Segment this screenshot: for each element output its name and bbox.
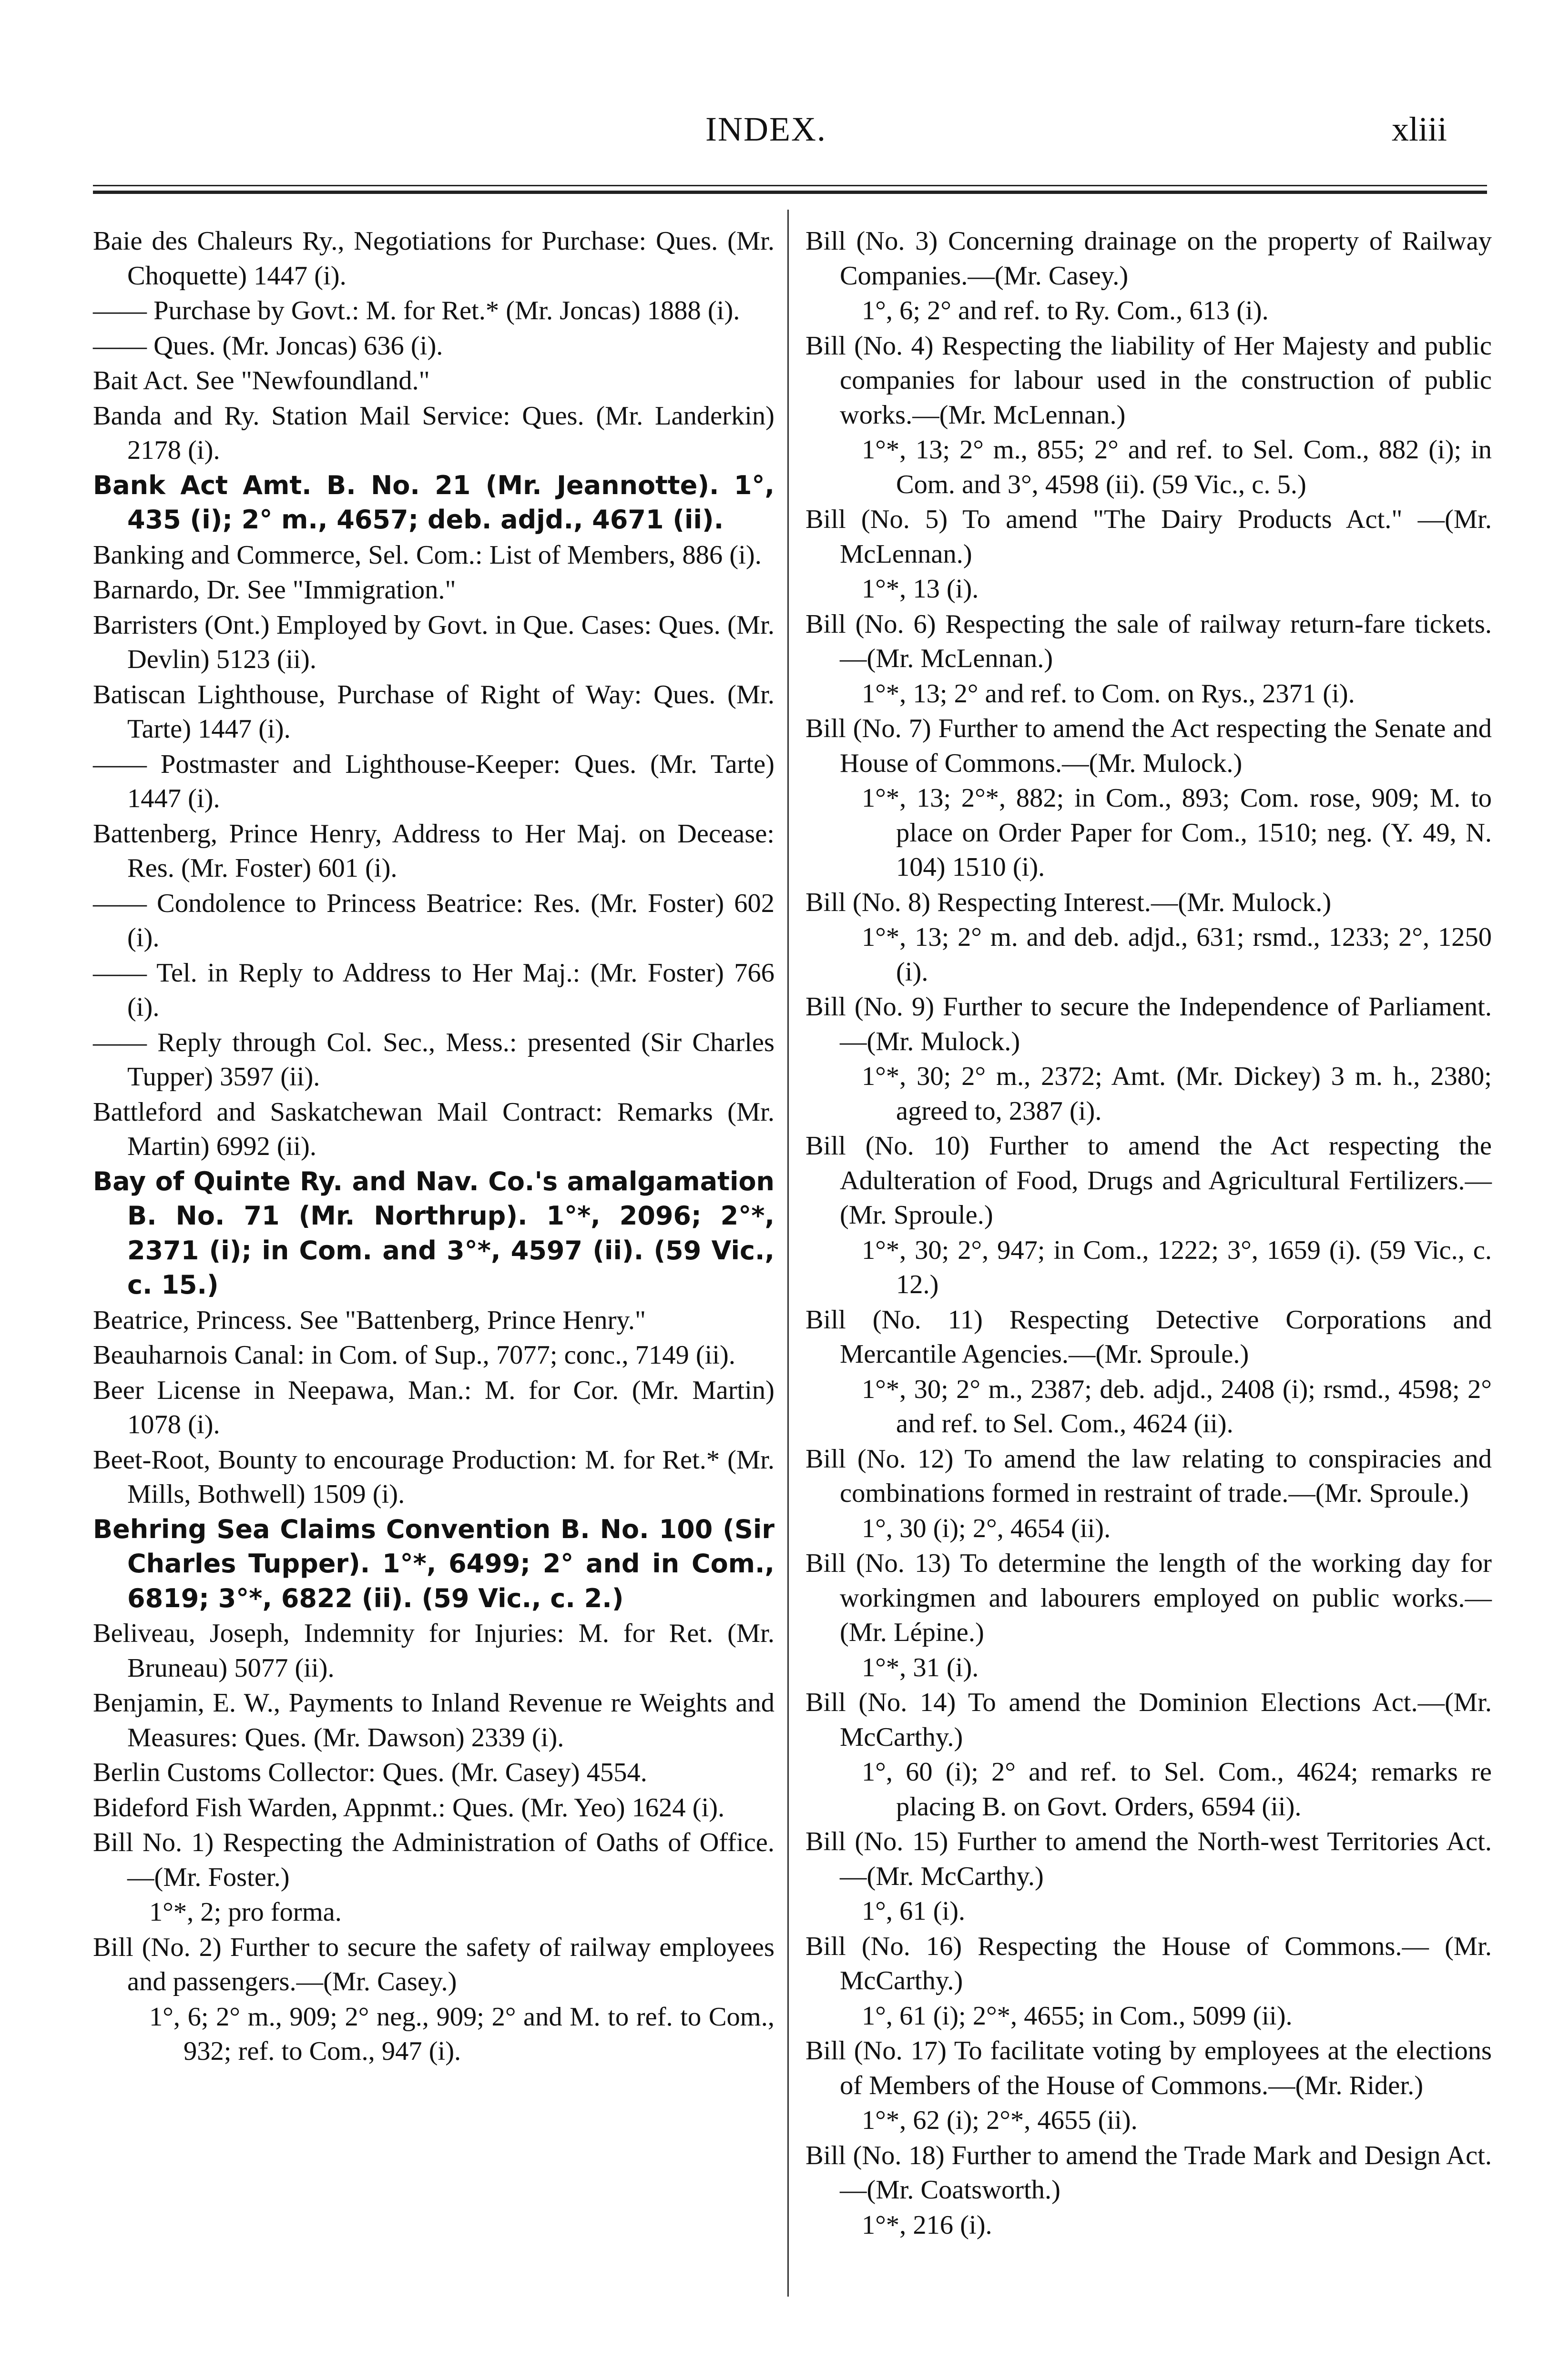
right-column [805, 224, 1492, 2243]
index-entry: Bill (No. 16) Respecting the House of Commons.— (Mr. McCarthy.) [805, 1931, 1492, 1995]
index-entry: Bill (No. 18) Further to amend the Trade Mark and Design Act.—(Mr. Coatsworth.) [805, 2140, 1492, 2205]
index-entry: Bill (No. 9) Further to secure the Independence of Parliament.—(Mr. Mulock.) [805, 992, 1492, 1056]
index-entry: Beauharnois Canal: in Com. of Sup., 7077; conc., 7149 (ii). [93, 1340, 735, 1370]
index-entry: Baie des Chaleurs Ry., Negotiations for Purchase: Ques. (Mr. Choquette) 1447 (i). [93, 226, 774, 291]
index-entry: 1°*, 30; 2° m., 2372; Amt. (Mr. Dickey) 3 m. h., 2380; agreed to, 2387 (i). [862, 1062, 1492, 1126]
index-entry: Bideford Fish Warden, Appnmt.: Ques. (Mr. Yeo) 1624 (i). [93, 1793, 725, 1823]
index-entry: Bill (No. 12) To amend the law relating to conspiracies and combinations formed in restraint of trade.—(Mr. Sproule.) [805, 1444, 1492, 1508]
index-entry: 1°, 6; 2° and ref. to Ry. Com., 613 (i). [862, 296, 1269, 325]
index-entry: 1°, 6; 2° m., 909; 2° neg., 909; 2° and M. to ref. to Com., 932; ref. to Com., 947 (i). [149, 2002, 774, 2066]
index-entry: —— Tel. in Reply to Address to Her Maj.: (Mr. Foster) 766 (i). [93, 958, 774, 1022]
index-entry: 1°, 61 (i); 2°*, 4655; in Com., 5099 (ii). [862, 2001, 1293, 2031]
index-entry: Behring Sea Claims Convention B. No. 100 (Sir Charles Tupper). 1°*, 6499; 2° and in Com., 6819; 3°*, 6822 (ii). (59 Vic., c. 2.) [93, 1514, 774, 1613]
index-entry: 1°*, 30; 2°, 947; in Com., 1222; 3°, 1659 (i). (59 Vic., c. 12.) [862, 1235, 1492, 1299]
index-entry: Bill (No. 11) Respecting Detective Corporations and Mercantile Agencies.—(Mr. Sproule.) [805, 1305, 1492, 1369]
index-entry: 1°, 60 (i); 2° and ref. to Sel. Com., 4624; remarks re placing B. on Govt. Orders, 6594 (ii). [862, 1757, 1492, 1822]
header-rule-thick [93, 191, 1487, 194]
index-entry: Bill (No. 13) To determine the length of the working day for workingmen and labourers employed on public works.—(Mr. Lépine.) [805, 1549, 1492, 1647]
index-entry: Bill (No. 7) Further to amend the Act respecting the Senate and House of Commons.—(Mr. Mulock.) [805, 714, 1492, 778]
index-entry: Bill (No. 8) Respecting Interest.—(Mr. Mulock.) [805, 887, 1332, 917]
column-divider [787, 210, 789, 2297]
index-entry: Bill (No. 10) Further to amend the Act respecting the Adulteration of Food, Drugs and Agricultural Fertilizers.—(Mr. Sproule.) [805, 1131, 1492, 1230]
header-rule-thin [93, 185, 1487, 186]
index-entry: Bill (No. 2) Further to secure the safety of railway employees and passengers.—(Mr. Casey.) [93, 1932, 774, 1996]
index-entry: Bill (No. 15) Further to amend the North-west Territories Act.—(Mr. McCarthy.) [805, 1827, 1492, 1891]
index-entry: Battenberg, Prince Henry, Address to Her Maj. on Decease: Res. (Mr. Foster) 601 (i). [93, 819, 774, 883]
index-entry: Batiscan Lighthouse, Purchase of Right of Way: Ques. (Mr. Tarte) 1447 (i). [93, 679, 774, 744]
index-entry: —— Ques. (Mr. Joncas) 636 (i). [93, 331, 443, 361]
page-header [0, 105, 1559, 162]
index-entry: Beliveau, Joseph, Indemnity for Injuries: M. for Ret. (Mr. Bruneau) 5077 (ii). [93, 1619, 774, 1683]
index-entry: —— Condolence to Princess Beatrice: Res. (Mr. Foster) 602 (i). [93, 888, 774, 952]
index-entry: Bill No. 1) Respecting the Administration of Oaths of Office.—(Mr. Foster.) [93, 1828, 774, 1892]
index-entry: Battleford and Saskatchewan Mail Contract: Remarks (Mr. Martin) 6992 (ii). [93, 1097, 774, 1161]
index-entry: 1°*, 216 (i). [862, 2210, 992, 2240]
index-entry: 1°, 61 (i). [862, 1896, 966, 1926]
index-entry: Banking and Commerce, Sel. Com.: List of Members, 886 (i). [93, 540, 762, 570]
index-entry: 1°*, 2; pro forma. [149, 1897, 342, 1927]
index-entry: Bait Act. See "Newfoundland." [93, 366, 430, 395]
left-column [93, 224, 774, 2069]
index-entry: 1°*, 13; 2° m. and deb. adjd., 631; rsmd., 1233; 2°, 1250 (i). [862, 922, 1492, 987]
index-entry: Berlin Customs Collector: Ques. (Mr. Casey) 4554. [93, 1758, 647, 1787]
index-entry: Barristers (Ont.) Employed by Govt. in Que. Cases: Ques. (Mr. Devlin) 5123 (ii). [93, 610, 774, 674]
index-entry: 1°*, 62 (i); 2°*, 4655 (ii). [862, 2106, 1138, 2135]
page-title: INDEX. [705, 110, 826, 148]
index-entry: 1°*, 13; 2°*, 882; in Com., 893; Com. rose, 909; M. to place on Order Paper for Com., 1510; neg. (Y. 49, N. 104) 1510 (i). [862, 783, 1492, 882]
index-entry: 1°, 30 (i); 2°, 4654 (ii). [862, 1513, 1111, 1543]
index-entry: Beer License in Neepawa, Man.: M. for Cor. (Mr. Martin) 1078 (i). [93, 1375, 774, 1439]
index-entry: Bill (No. 4) Respecting the liability of Her Majesty and public companies for labour used in the construction of public works.—(Mr. McLennan.) [805, 331, 1492, 430]
index-entry: Bill (No. 6) Respecting the sale of railway return-fare tickets.—(Mr. McLennan.) [805, 609, 1492, 673]
index-entry: Bill (No. 3) Concerning drainage on the property of Railway Companies.—(Mr. Casey.) [805, 226, 1492, 291]
index-entry: Bay of Quinte Ry. and Nav. Co.'s amalgamation B. No. 71 (Mr. Northrup). 1°*, 2096; 2°*, 2371 (i); in Com. and 3°*, 4597 (ii). (59 Vic., c. 15.) [93, 1166, 774, 1300]
index-entry: —— Purchase by Govt.: M. for Ret.* (Mr. Joncas) 1888 (i). [93, 296, 740, 325]
page-number: xliii [1392, 110, 1447, 148]
index-entry: Beet-Root, Bounty to encourage Production: M. for Ret.* (Mr. Mills, Bothwell) 1509 (i). [93, 1445, 774, 1509]
index-entry: Bank Act Amt. B. No. 21 (Mr. Jeannotte). 1°, 435 (i); 2° m., 4657; deb. adjd., 4671 (ii). [93, 470, 774, 535]
index-entry: 1°*, 13; 2° m., 855; 2° and ref. to Sel. Com., 882 (i); in Com. and 3°, 4598 (ii). (59 Vic., c. 5.) [862, 435, 1492, 499]
index-entry: 1°*, 13 (i). [862, 574, 979, 604]
index-entry: —— Reply through Col. Sec., Mess.: presented (Sir Charles Tupper) 3597 (ii). [93, 1027, 774, 1092]
index-entry: —— Postmaster and Lighthouse-Keeper: Ques. (Mr. Tarte) 1447 (i). [93, 749, 774, 813]
index-entry: 1°*, 30; 2° m., 2387; deb. adjd., 2408 (i); rsmd., 4598; 2° and ref. to Sel. Com., 4624 (ii). [862, 1374, 1492, 1438]
index-entry: 1°*, 13; 2° and ref. to Com. on Rys., 2371 (i). [862, 679, 1355, 709]
index-entry: Banda and Ry. Station Mail Service: Ques. (Mr. Landerkin) 2178 (i). [93, 401, 774, 465]
index-entry: Beatrice, Princess. See "Battenberg, Prince Henry." [93, 1305, 646, 1335]
index-entry: Bill (No. 5) To amend "The Dairy Products Act." —(Mr. McLennan.) [805, 505, 1492, 569]
index-entry: 1°*, 31 (i). [862, 1652, 979, 1682]
index-entry: Bill (No. 17) To facilitate voting by employees at the elections of Members of the House of Commons.—(Mr. Rider.) [805, 2036, 1492, 2100]
index-entry: Barnardo, Dr. See "Immigration." [93, 575, 456, 605]
index-entry: Benjamin, E. W., Payments to Inland Revenue re Weights and Measures: Ques. (Mr. Dawson) 2339 (i). [93, 1688, 774, 1752]
index-entry: Bill (No. 14) To amend the Dominion Elections Act.—(Mr. McCarthy.) [805, 1688, 1492, 1752]
